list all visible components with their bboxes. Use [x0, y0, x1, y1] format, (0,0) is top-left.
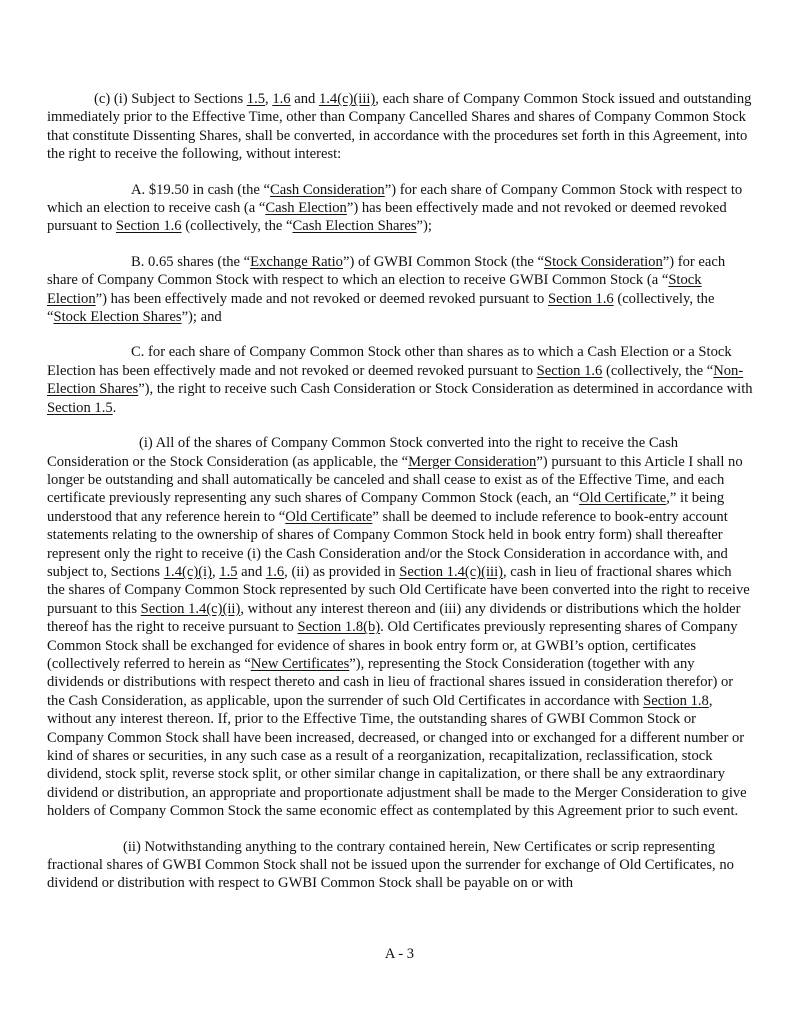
- paragraph-text: and: [290, 91, 319, 107]
- paragraph-text: (ii) Notwithstanding anything to the contrary contained herein, New Certificates or scrip representing fractional shares of GWBI Common Stock shall not be issued upon the surrender for exchange of Old Certificates, no dividend or distribution with respect to GWBI Common Stock shall be payable on or with: [47, 838, 734, 892]
- defined-term-or-reference: Old Certificate: [579, 490, 667, 507]
- defined-term-or-reference: 1.5: [219, 563, 238, 580]
- defined-term-or-reference: 1.4(c)(iii): [318, 91, 376, 107]
- paragraph-text: ” shall be deemed to include reference to book-entry account statements relating to the ownership of shares of Company Common Stock held in book entry form) shall thereafter represent only the right to receive (i) the Cash Consideration and/or the Stock Consideration in accordance with, and subject to, Sections: [47, 508, 728, 580]
- paragraph-text: ”) for each share of Company Common Stock with respect to which an election to receive GWBI Common Stock (a “: [47, 253, 726, 289]
- defined-term-or-reference: Section 1.6: [548, 290, 614, 307]
- defined-term-or-reference: Stock Consideration: [544, 253, 663, 270]
- paragraph-C: [47, 343, 753, 417]
- paragraph-text: , (ii) as provided in: [284, 563, 400, 580]
- paragraph-text: ,” it being understood that any reference herein to “: [47, 490, 725, 525]
- defined-term-or-reference: Merger Consideration: [408, 453, 537, 470]
- paragraph-text: , without any interest thereon. If, prior to the Effective Time, the outstanding shares of GWBI Common Stock or Company Common Stock shall have been increased, decreased, or changed into or exchanged for a different number or kind of shares or securities, in any such case as a result of a reorganization, recapitalization, reclassification, stock dividend, stock split, reverse stock split, or other similar change in capitalization, or there shall be any extraordinary dividend or distribution, an appropriate and proportionate adjustment shall be made to the Merger Consideration to give holders of Company Common Stock the same economic effect as contemplated by this Agreement prior to such event.: [47, 692, 747, 820]
- paragraph-text: ”) has been effectively made and not revoked or deemed revoked pursuant to: [95, 290, 549, 307]
- defined-term-or-reference: Exchange Ratio: [250, 253, 343, 270]
- paragraph-c-i: [47, 90, 753, 164]
- paragraph-text: (collectively, the “: [602, 362, 714, 379]
- defined-term-or-reference: 1.5: [246, 91, 266, 107]
- defined-term-or-reference: 1.6: [265, 563, 285, 580]
- defined-term-or-reference: Section 1.8: [643, 692, 709, 709]
- defined-term-or-reference: Cash Election: [265, 200, 347, 217]
- paragraph-text: (collectively, the “: [181, 218, 293, 235]
- page-number: A - 3: [384, 946, 415, 962]
- paragraph-text: C. for each share of Company Common Stock other than shares as to which a Cash Election or a Stock Election has been effectively made and not revoked or deemed revoked pursuant to: [47, 344, 732, 379]
- paragraph-text: ”) pursuant to this Article I shall no longer be outstanding and shall automatically be canceled and shall cease to exist as of the Effective Time, and each certificate previously representing any such shares of Company Common Stock (each, an “: [47, 453, 743, 507]
- paragraph-text: ”), representing the Stock Consideration (together with any dividends or distributions with respect thereto and cash in lieu of fractional shares issued in consideration therefor) or the Cash Consideration, as applicable, upon the surrender of such Old Certificates in accordance with: [47, 655, 734, 709]
- paragraph-text: ”) has been effectively made and not revoked or deemed revoked pursuant to: [47, 200, 727, 235]
- defined-term-or-reference: Old Certificate: [285, 508, 373, 525]
- defined-term-or-reference: Section 1.6: [115, 218, 182, 235]
- defined-term-or-reference: Section 1.5: [47, 399, 113, 416]
- defined-term-or-reference: 1.6: [272, 91, 291, 107]
- paragraph-text: (c) (i) Subject to Sections: [94, 91, 247, 107]
- paragraph-text: (i) All of the shares of Company Common Stock converted into the right to receive the Cash Consideration or the Stock Consideration (as applicable, the “: [47, 435, 679, 470]
- defined-term-or-reference: Section 1.6: [536, 362, 603, 379]
- defined-term-or-reference: New Certificates: [250, 655, 350, 672]
- defined-term-or-reference: Stock Election Shares: [53, 309, 182, 326]
- defined-term-or-reference: Non-Election Shares: [47, 362, 744, 398]
- paragraph-text: .: [112, 399, 117, 416]
- defined-term-or-reference: Stock Election: [47, 272, 702, 307]
- paragraph-text: ”); and: [181, 309, 222, 326]
- defined-term-or-reference: Cash Election Shares: [292, 218, 417, 235]
- paragraph-text: ,: [211, 563, 220, 580]
- paragraph-text: ”);: [416, 218, 432, 235]
- paragraph-text: ”), the right to receive such Cash Consideration or Stock Consideration as determined in accordance with: [138, 381, 753, 398]
- paragraph-text: (collectively, the “: [47, 290, 715, 326]
- paragraph-text: , cash in lieu of fractional shares which the shares of Company Common Stock represented by such Old Certificate have been converted into the right to receive pursuant to this: [47, 563, 750, 617]
- paragraph-text: , each share of Company Common Stock issued and outstanding immediately prior to the Effective Time, other than Company Cancelled Shares and shares of Company Common Stock that constitute Dissenting Shares, shall be converted, in accordance with the procedures set forth in this Agreement, into the right to receive the following, without interest:: [47, 91, 752, 163]
- paragraph-i: [47, 434, 753, 821]
- paragraph-A: [47, 181, 753, 236]
- paragraph-ii: [47, 838, 753, 893]
- paragraph-text: A. $19.50 in cash (the “: [131, 181, 271, 198]
- paragraph-text: ,: [265, 91, 273, 107]
- paragraph-text: ”) for each share of Company Common Stock with respect to which an election to receive cash (a “: [47, 181, 743, 217]
- paragraph-text: and: [237, 563, 266, 580]
- defined-term-or-reference: Cash Consideration: [270, 181, 385, 198]
- defined-term-or-reference: Section 1.4(c)(ii): [140, 600, 241, 617]
- paragraph-text: , without any interest thereon and (iii) any dividends or distributions which the holder thereof has the right to receive pursuant to: [47, 600, 741, 636]
- defined-term-or-reference: Section 1.4(c)(iii): [399, 563, 503, 580]
- paragraph-text: ”) of GWBI Common Stock (the “: [342, 253, 544, 270]
- paragraph-text: B. 0.65 shares (the “: [131, 253, 251, 270]
- defined-term-or-reference: Section 1.8(b): [297, 619, 381, 636]
- defined-term-or-reference: 1.4(c)(i): [163, 563, 212, 580]
- document-body: [47, 90, 753, 910]
- paragraph-B: [47, 253, 753, 327]
- paragraph-text: . Old Certificates previously representing shares of Company Common Stock shall be exchanged for evidence of shares in book entry form or, at GWBI’s option, certificates (collectively referred to herein as “: [47, 619, 738, 672]
